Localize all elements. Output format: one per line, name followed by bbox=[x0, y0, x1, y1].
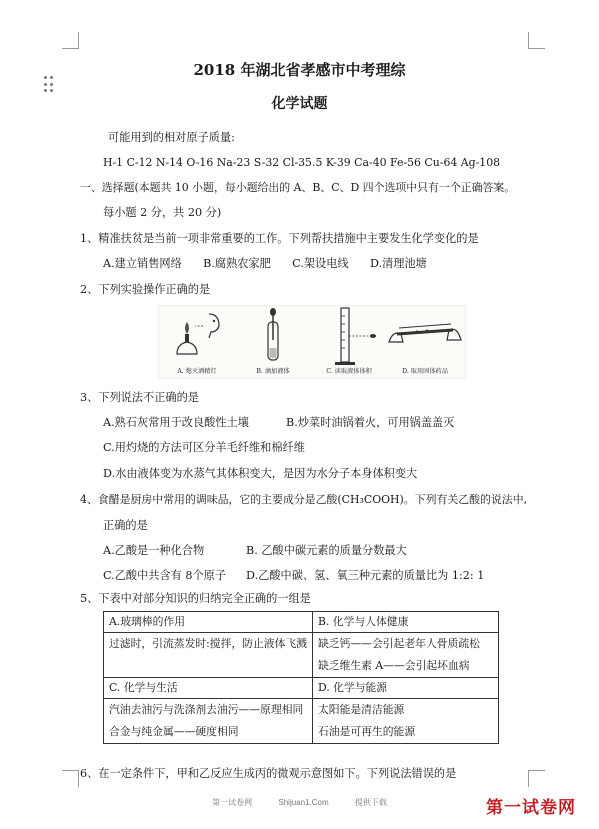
alcohol-lamp-icon bbox=[159, 306, 235, 366]
crop-mark-bottom-left bbox=[62, 770, 79, 787]
knowledge-table bbox=[103, 611, 499, 744]
footer-right: 提供下载 bbox=[354, 798, 387, 807]
atomic-mass-list: H-1 C-12 N-14 O-16 Na-23 S-32 Cl-35.5 K-39 Ca-40 Fe-56 Cu-64 Ag-108 bbox=[103, 156, 501, 169]
watermark-logo: 第一试卷网 bbox=[486, 798, 576, 818]
crop-mark-top-left bbox=[62, 32, 79, 49]
q1-options: A.建立销售网络 B.腐熟农家肥 C.架设电线 D.清理池塘 bbox=[103, 257, 427, 270]
table-line: 过滤时，引流蒸发时:搅拌，防止液体飞溅 bbox=[109, 637, 307, 650]
q3-option-c: C.用灼烧的方法可区分羊毛纤维和棉纤维 bbox=[103, 441, 305, 454]
table-line: 石油是可再生的能源 bbox=[317, 725, 416, 738]
q4-option-d: D.乙酸中碳、氢、氧三种元素的质量比为 1:2: 1 bbox=[246, 569, 485, 582]
footer-link[interactable]: Shijuan1.Com bbox=[278, 798, 329, 807]
table-cell-a-head: A.玻璃棒的作用 bbox=[104, 612, 313, 633]
q4-option-b: B. 乙酸中碳元素的质量分数最大 bbox=[246, 544, 407, 557]
q4-stem-cont: 正确的是 bbox=[103, 519, 148, 532]
table-cell-c-head: C. 化学与生活 bbox=[104, 678, 313, 699]
q3-option-d: D.水由液体变为水蒸气其体积变大，是因为水分子本身体积变大 bbox=[103, 467, 418, 480]
section-heading-cont: 每小题 2 分，共 20 分) bbox=[103, 206, 222, 219]
q5-stem: 5、下表中对部分知识的归纳完全正确的一组是 bbox=[80, 592, 311, 605]
table-line: 汽油去油污与洗涤剂去油污——原理相同 bbox=[109, 703, 304, 716]
table-line: 缺乏维生素 A——会引起坏血病 bbox=[317, 659, 470, 672]
table-line: 缺乏钙——会引起老年人骨质疏松 bbox=[317, 637, 480, 650]
figure-panel-d bbox=[387, 306, 463, 378]
q3-option-b: B.炒菜时油锅着火，可用锅盖盖灭 bbox=[286, 416, 455, 429]
footer-left: 第一试卷网 bbox=[212, 798, 253, 807]
q4-option-a: A.乙酸是一种化合物 bbox=[103, 544, 205, 557]
table-cell-c-body bbox=[104, 699, 313, 744]
figure-panel-c bbox=[311, 306, 387, 378]
q3-stem: 3、下列说法不正确的是 bbox=[80, 391, 199, 404]
atomic-mass-intro: 可能用到的相对原子质量: bbox=[108, 131, 235, 144]
caption-d: D. 取用固体药品 bbox=[402, 368, 448, 375]
q1-stem: 1、精准扶贫是当前一项非常重要的工作。下列帮扶措施中主要发生化学变化的是 bbox=[80, 232, 479, 245]
table-cell-b-body bbox=[312, 633, 498, 678]
test-tube-hands-icon bbox=[387, 306, 463, 366]
q4-stem: 4、食醋是厨房中常用的调味品，它的主要成分是乙酸(CH₃COOH)。下列有关乙酸的说法中, bbox=[80, 493, 528, 506]
page-title: 2018 年湖北省孝感市中考理综 bbox=[193, 61, 406, 79]
caption-b: B. 滴加液体 bbox=[256, 368, 290, 375]
table-cell-b-head: B. 化学与人体健康 bbox=[312, 612, 498, 633]
table-cell-d-body bbox=[312, 699, 498, 744]
crop-mark-bottom-right bbox=[528, 770, 545, 787]
table-line: 合金与纯金属——硬度相同 bbox=[109, 725, 239, 738]
graduated-cylinder-icon bbox=[311, 306, 387, 366]
crop-mark-top-right bbox=[528, 32, 545, 49]
dropper-tube-icon bbox=[235, 306, 311, 366]
table-cell-d-head: D. 化学与能源 bbox=[312, 678, 498, 699]
q6-stem: 6、在一定条件下，甲和乙反应生成丙的微观示意图如下。下列说法错误的是 bbox=[80, 767, 457, 780]
figure-panel-a bbox=[159, 306, 235, 378]
caption-c: C. 读取液体体积 bbox=[326, 368, 372, 375]
figure-panel-b bbox=[235, 306, 311, 378]
q4-option-c: C.乙酸中共含有 8个原子 bbox=[103, 569, 227, 582]
caption-a: A. 熄灭酒精灯 bbox=[177, 368, 217, 375]
q2-figure bbox=[158, 305, 466, 379]
q3-option-a: A.熟石灰常用于改良酸性土壤 bbox=[103, 416, 249, 429]
table-line: 太阳能是清洁能源 bbox=[317, 703, 405, 716]
section-heading: 一、选择题(本题共 10 小题，每小题给出的 A、B、C、D 四个选项中只有一个正确答案。 bbox=[80, 181, 516, 194]
q2-stem: 2、下列实验操作正确的是 bbox=[80, 283, 211, 296]
table-cell-a-body bbox=[104, 633, 313, 678]
page-subtitle: 化学试题 bbox=[271, 96, 328, 112]
